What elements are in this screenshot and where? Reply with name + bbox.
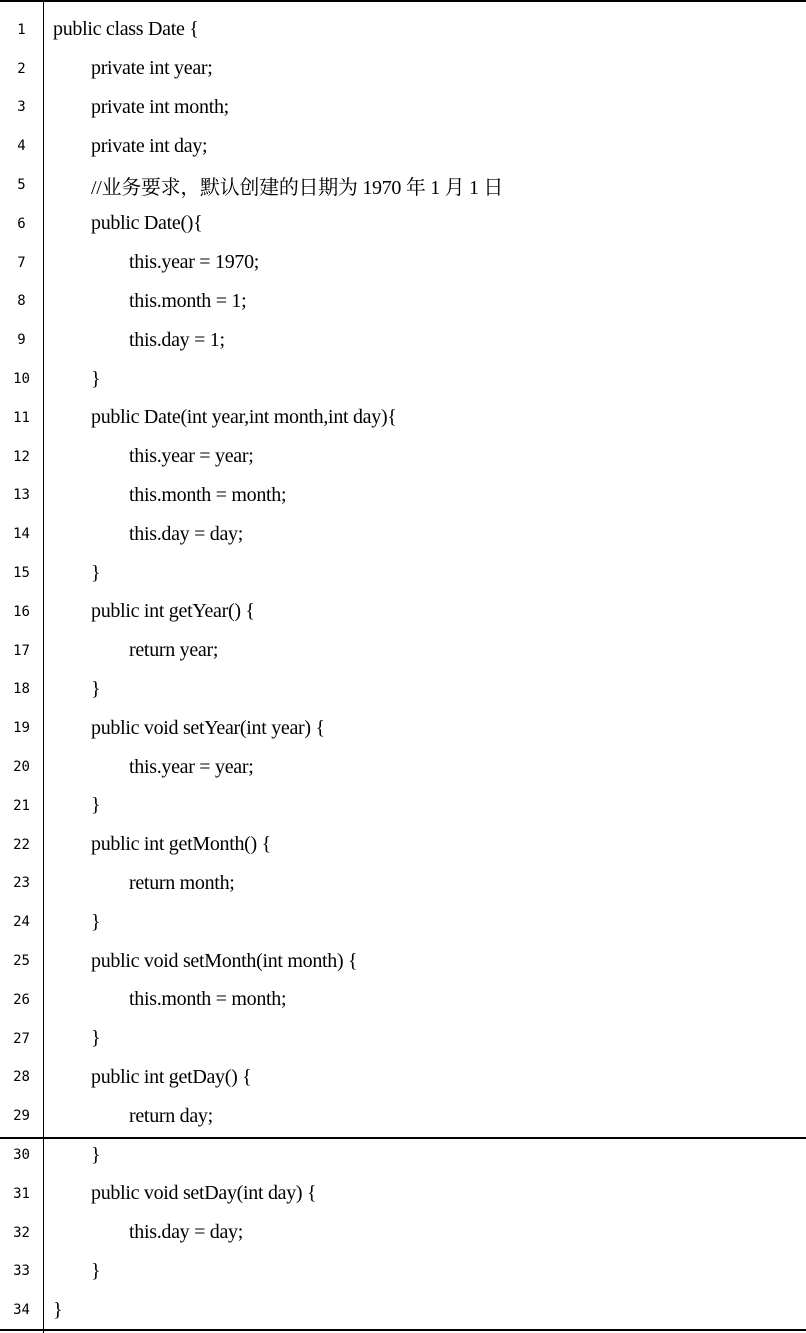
line-number: 20 bbox=[13, 759, 30, 776]
line-number: 16 bbox=[13, 603, 30, 620]
code-line bbox=[0, 243, 806, 282]
line-number: 22 bbox=[13, 836, 30, 853]
code-text: return month; bbox=[129, 871, 235, 894]
code-line bbox=[0, 631, 806, 670]
code-text: } bbox=[91, 1143, 101, 1166]
code-text: public int getDay() { bbox=[91, 1065, 252, 1088]
code-line bbox=[0, 476, 806, 515]
line-number: 9 bbox=[17, 332, 26, 349]
code-text: } bbox=[91, 794, 101, 817]
code-text: //业务要求，默认创建的日期为 1970 年 1 月 1 日 bbox=[91, 176, 504, 199]
line-number: 5 bbox=[17, 177, 26, 194]
code-text: this.year = year; bbox=[129, 755, 254, 778]
line-number: 10 bbox=[13, 371, 30, 388]
code-line bbox=[0, 981, 806, 1020]
code-line bbox=[0, 88, 806, 127]
line-number: 13 bbox=[13, 487, 30, 504]
code-line bbox=[0, 709, 806, 748]
code-line bbox=[0, 1136, 806, 1175]
line-number: 25 bbox=[13, 953, 30, 970]
code-text: this.day = 1; bbox=[129, 328, 225, 351]
code-text: public void setDay(int day) { bbox=[91, 1182, 317, 1205]
line-number: 29 bbox=[13, 1108, 30, 1125]
code-text: this.year = year; bbox=[129, 445, 254, 468]
code-line bbox=[0, 360, 806, 399]
line-number: 21 bbox=[13, 797, 30, 814]
code-text: return day; bbox=[129, 1104, 213, 1127]
code-text: } bbox=[91, 367, 101, 390]
line-number: 2 bbox=[17, 60, 26, 77]
line-number: 31 bbox=[13, 1185, 30, 1202]
line-number: 28 bbox=[13, 1069, 30, 1086]
line-number: 3 bbox=[17, 99, 26, 116]
code-text: public class Date { bbox=[53, 18, 199, 41]
code-text: public Date(int year,int month,int day){ bbox=[91, 406, 397, 429]
code-line bbox=[0, 321, 806, 360]
code-line bbox=[0, 282, 806, 321]
code-text: this.month = 1; bbox=[129, 289, 247, 312]
line-number: 32 bbox=[13, 1224, 30, 1241]
code-text: private int year; bbox=[91, 57, 213, 80]
code-line bbox=[0, 593, 806, 632]
line-number: 34 bbox=[13, 1302, 30, 1319]
code-line bbox=[0, 399, 806, 438]
line-number: 27 bbox=[13, 1030, 30, 1047]
code-text: } bbox=[91, 561, 101, 584]
code-text: public Date(){ bbox=[91, 212, 203, 235]
line-number: 6 bbox=[17, 215, 26, 232]
code-line bbox=[0, 49, 806, 88]
code-text: private int day; bbox=[91, 134, 208, 157]
code-line bbox=[0, 1019, 806, 1058]
line-number: 7 bbox=[17, 254, 26, 271]
code-text: return year; bbox=[129, 639, 219, 662]
code-line bbox=[0, 864, 806, 903]
code-text: private int month; bbox=[91, 95, 229, 118]
code-line bbox=[0, 1097, 806, 1136]
code-line bbox=[0, 554, 806, 593]
line-number: 26 bbox=[13, 991, 30, 1008]
code-line bbox=[0, 11, 806, 50]
line-number: 23 bbox=[13, 875, 30, 892]
code-text: this.year = 1970; bbox=[129, 251, 260, 274]
code-line bbox=[0, 1175, 806, 1214]
code-line bbox=[0, 670, 806, 709]
line-number: 8 bbox=[17, 293, 26, 310]
code-text: this.month = month; bbox=[129, 988, 287, 1011]
line-number: 33 bbox=[13, 1263, 30, 1280]
code-line bbox=[0, 1291, 806, 1330]
code-text: this.month = month; bbox=[129, 483, 287, 506]
line-number: 19 bbox=[13, 720, 30, 737]
code-line bbox=[0, 1252, 806, 1291]
code-line bbox=[0, 437, 806, 476]
line-number: 30 bbox=[13, 1147, 30, 1164]
code-line bbox=[0, 903, 806, 942]
line-number: 12 bbox=[13, 448, 30, 465]
code-text: this.day = day; bbox=[129, 1221, 243, 1244]
code-text: } bbox=[91, 1027, 101, 1050]
code-text: public int getMonth() { bbox=[91, 833, 271, 856]
line-number: 15 bbox=[13, 565, 30, 582]
code-line bbox=[0, 1058, 806, 1097]
line-number: 17 bbox=[13, 642, 30, 659]
code-line bbox=[0, 166, 806, 205]
code-line bbox=[0, 787, 806, 826]
code-text: public void setYear(int year) { bbox=[91, 716, 325, 739]
code-text: public int getYear() { bbox=[91, 600, 255, 623]
line-number: 11 bbox=[13, 409, 30, 426]
code-line bbox=[0, 825, 806, 864]
line-number: 18 bbox=[13, 681, 30, 698]
code-line bbox=[0, 942, 806, 981]
code-text: } bbox=[91, 910, 101, 933]
code-text: } bbox=[53, 1298, 63, 1321]
code-text: } bbox=[91, 677, 101, 700]
code-text: } bbox=[91, 1259, 101, 1282]
line-number: 24 bbox=[13, 914, 30, 931]
code-text: this.day = day; bbox=[129, 522, 243, 545]
code-line bbox=[0, 515, 806, 554]
code-line bbox=[0, 748, 806, 787]
code-line bbox=[0, 127, 806, 166]
code-text: public void setMonth(int month) { bbox=[91, 949, 358, 972]
code-line bbox=[0, 205, 806, 244]
line-number: 4 bbox=[17, 138, 26, 155]
code-line bbox=[0, 1213, 806, 1252]
line-number: 14 bbox=[13, 526, 30, 543]
line-number: 1 bbox=[17, 21, 26, 38]
